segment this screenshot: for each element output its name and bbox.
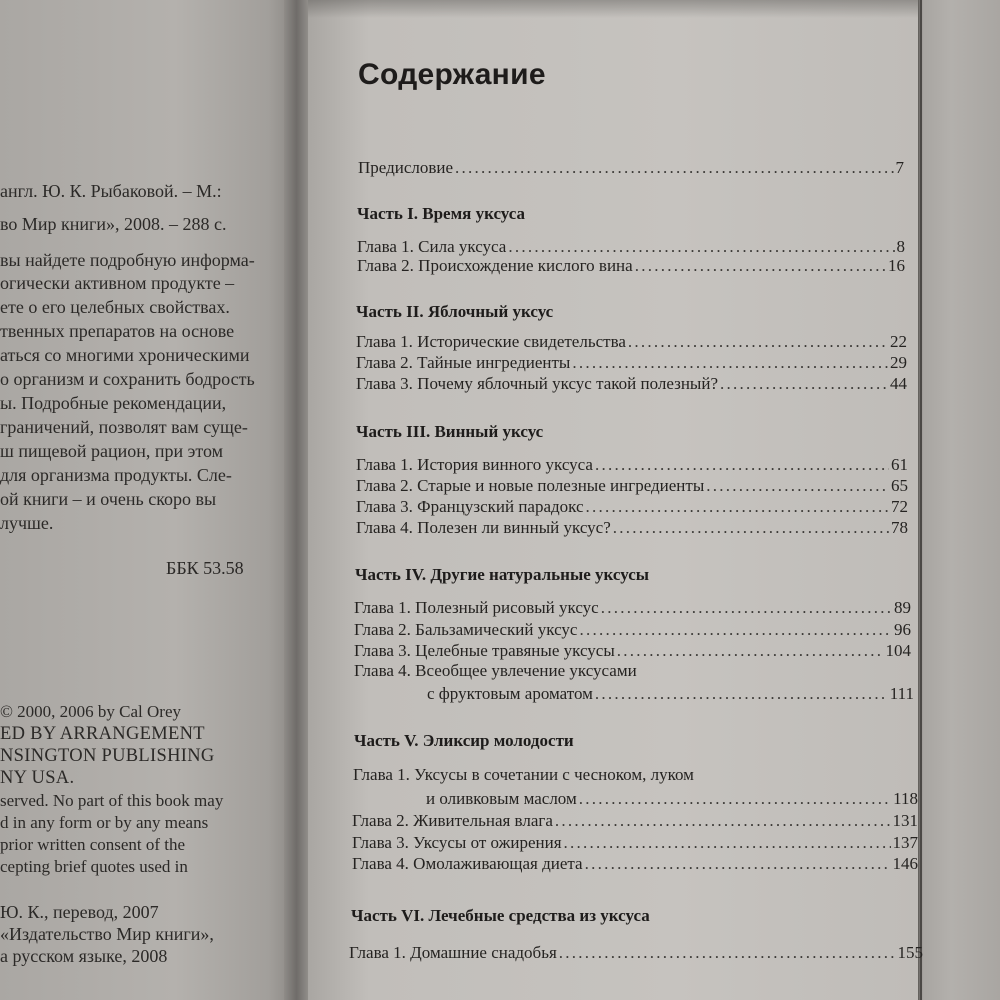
annotation-line: аться со многими хроническими	[0, 345, 250, 365]
bbk-code: ББК 53.58	[166, 558, 244, 578]
toc-entry	[352, 853, 918, 874]
entry-title: Глава 1. Исторические свидетельства	[356, 332, 626, 351]
copyright-line: © 2000, 2006 by Cal Orey	[0, 702, 182, 721]
toc-entry	[354, 597, 911, 618]
toc-entry	[356, 352, 907, 373]
entry-title: Глава 2. Бальзамический уксус	[354, 620, 578, 639]
annotation-line: лучше.	[0, 513, 54, 533]
entry-page: 65	[891, 476, 908, 495]
entry-page: 111	[889, 684, 914, 703]
dot-leader	[586, 496, 889, 517]
copyright-line: prior written consent of the	[0, 835, 186, 854]
annotation-line: огически активном продукте –	[0, 273, 235, 293]
toc-entry-preface	[358, 157, 904, 178]
toc-entry	[352, 832, 918, 853]
entry-title: Глава 3. Уксусы от ожирения	[352, 833, 562, 852]
part-heading: Часть II. Яблочный уксус	[356, 302, 554, 321]
toc-entry	[356, 475, 908, 496]
toc-entry	[356, 373, 907, 394]
annotation-line: граничений, позволят вам суще-	[0, 417, 248, 437]
entry-title: Глава 2. Происхождение кислого вина	[357, 256, 633, 275]
dot-leader	[508, 236, 894, 257]
entry-page: 16	[888, 256, 905, 275]
entry-page: 22	[890, 332, 907, 351]
dot-leader	[613, 517, 889, 538]
dot-leader	[555, 810, 891, 831]
part-heading: Часть IV. Другие натуральные уксусы	[355, 565, 650, 584]
dot-leader	[559, 942, 896, 963]
copyright-line: cepting brief quotes used in	[0, 857, 188, 876]
entry-title: Глава 2. Живительная влага	[352, 811, 553, 830]
entry-title: Глава 1. История винного уксуса	[356, 455, 593, 474]
imprint-line: англ. Ю. К. Рыбаковой. – М.:	[0, 181, 222, 201]
dot-leader	[572, 352, 888, 373]
annotation-line: ш пищевой рацион, при этом	[0, 441, 224, 461]
entry-title: Глава 2. Тайные ингредиенты	[356, 353, 571, 372]
part-heading: Часть VI. Лечебные средства из уксуса	[351, 906, 650, 925]
entry-page: 104	[885, 641, 911, 660]
part-heading: Часть III. Винный уксус	[356, 422, 544, 441]
toc-entry	[354, 640, 911, 661]
entry-title: Глава 1. Уксусы в сочетании с чесноком, луком	[353, 765, 694, 784]
toc-entry	[356, 517, 908, 538]
imprint-line: во Мир книги», 2008. – 288 с.	[0, 214, 227, 234]
copyright-line: served. No part of this book may	[0, 791, 224, 810]
dot-leader	[617, 640, 884, 661]
dot-leader	[579, 788, 891, 809]
copyright-line: ED BY ARRANGEMENT	[0, 724, 205, 744]
toc-entry	[357, 255, 905, 276]
copyright-line: d in any form or by any means	[0, 813, 209, 832]
translation-copyright-line: Ю. К., перевод, 2007	[0, 902, 159, 922]
annotation-line: ой книги – и очень скоро вы	[0, 489, 217, 509]
entry-page: 78	[891, 518, 908, 537]
entry-page: 118	[893, 789, 918, 808]
annotation-line: о организм и сохранить бодрость	[0, 369, 255, 389]
toc-entry	[426, 788, 918, 809]
entry-title: Глава 4. Полезен ли винный уксус?	[356, 518, 611, 537]
toc-title: Содержание	[358, 58, 546, 91]
entry-page: 44	[890, 374, 907, 393]
part-heading: Часть I. Время уксуса	[357, 204, 526, 223]
entry-title-continuation: с фруктовым ароматом	[427, 684, 593, 703]
dot-leader	[601, 597, 892, 618]
entry-title: Глава 1. Полезный рисовый уксус	[354, 598, 599, 617]
copyright-line: NY USA.	[0, 768, 75, 788]
toc-entry	[357, 236, 905, 257]
dot-leader	[628, 331, 888, 352]
entry-title: Глава 4. Омолаживающая диета	[352, 854, 583, 873]
dot-leader	[595, 683, 888, 704]
entry-title: Глава 3. Почему яблочный уксус такой полезный?	[356, 374, 718, 393]
annotation-line: вы найдете подробную информа-	[0, 250, 255, 270]
entry-title-continuation: и оливковым маслом	[426, 789, 577, 808]
toc-entry	[356, 331, 907, 352]
entry-title: Предисловие	[358, 158, 454, 177]
entry-title: Глава 3. Французский парадокс	[356, 497, 584, 516]
entry-page: 29	[890, 353, 907, 372]
entry-title: Глава 2. Старые и новые полезные ингредиенты	[356, 476, 705, 495]
annotation-line: для организма продукты. Сле-	[0, 465, 232, 485]
copyright-line: NSINGTON PUBLISHING	[0, 746, 215, 766]
dot-leader	[585, 853, 891, 874]
entry-title: Глава 1. Домашние снадобья	[349, 943, 557, 962]
toc-entry	[356, 496, 908, 517]
translation-copyright-line: а русском языке, 2008	[0, 946, 168, 966]
translation-copyright-line: «Издательство Мир книги»,	[0, 924, 214, 944]
toc-entry	[352, 810, 918, 831]
dot-leader	[635, 255, 886, 276]
toc-entry	[427, 683, 914, 704]
entry-page: 155	[897, 943, 923, 962]
dot-leader	[455, 157, 893, 178]
dot-leader	[579, 619, 892, 640]
entry-page: 146	[892, 854, 918, 873]
annotation-line: твенных препаратов на основе	[0, 321, 235, 341]
entry-page: 8	[896, 237, 905, 256]
annotation-line: ы. Подробные рекомендации,	[0, 393, 227, 413]
dot-leader	[706, 475, 889, 496]
entry-page: 61	[891, 455, 908, 474]
dot-leader	[720, 373, 888, 394]
entry-page: 72	[891, 497, 908, 516]
dot-leader	[564, 832, 891, 853]
toc-entry	[354, 619, 911, 640]
entry-page: 137	[892, 833, 918, 852]
entry-title: Глава 3. Целебные травяные уксусы	[354, 641, 615, 660]
entry-page: 96	[894, 620, 911, 639]
part-heading: Часть V. Эликсир молодости	[354, 731, 574, 750]
dot-leader	[595, 454, 889, 475]
entry-page: 131	[892, 811, 918, 830]
entry-page: 7	[895, 158, 904, 177]
toc-entry	[356, 454, 908, 475]
annotation-line: ете о его целебных свойствах.	[0, 297, 230, 317]
entry-page: 89	[894, 598, 911, 617]
entry-title: Глава 4. Всеобщее увлечение уксусами	[354, 661, 637, 680]
toc-entry	[349, 942, 923, 963]
entry-title: Глава 1. Сила уксуса	[357, 237, 507, 256]
